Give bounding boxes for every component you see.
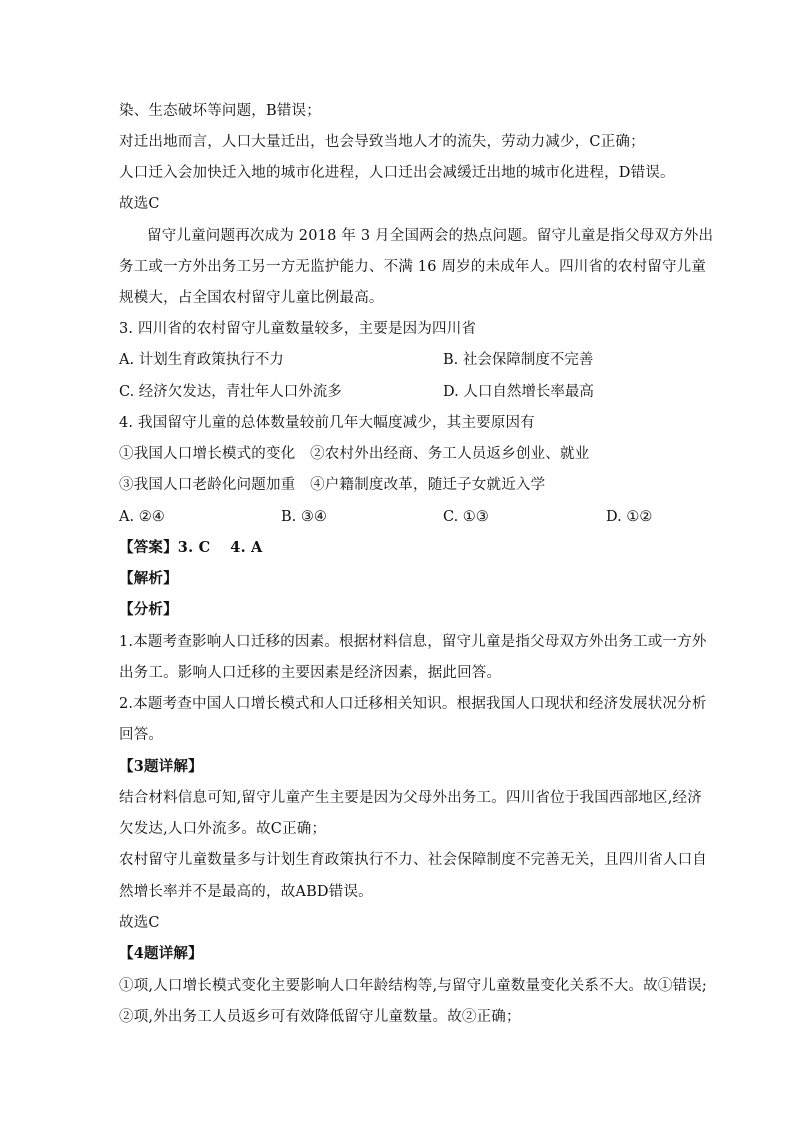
analysis-line: 1.本题考查影响人口迁移的因素。根据材料信息，留守儿童是指父母双方外出务工或一方外 xyxy=(119,634,707,650)
text-line: 故选C xyxy=(119,196,160,212)
q3-option-a: A. 计划生育政策执行不力 xyxy=(119,352,284,368)
text-line: 人口迁入会加快迁入地的城市化进程，人口迁出会减缓迁出地的城市化进程，D错误。 xyxy=(119,165,675,181)
analysis-heading: 【解析】 xyxy=(119,570,178,587)
q4-option-c: C. ①③ xyxy=(443,509,489,525)
q3-option-b: B. 社会保障制度不完善 xyxy=(443,352,594,368)
detail-line: ①项,人口增长模式变化主要影响人口年龄结构等,与留守儿童数量变化关系不大。故①错误; xyxy=(119,978,707,994)
q4-statements: ③我国人口老龄化问题加重 ④户籍制度改革，随迁子女就近入学 xyxy=(119,477,546,493)
q4-detail-heading: 【4题详解】 xyxy=(119,945,203,962)
question-3: 3. 四川省的农村留守儿童数量较多，主要是因为四川省 xyxy=(119,321,477,337)
q4-option-d: D. ①② xyxy=(606,509,653,525)
analysis-line: 出务工。影响人口迁移的主要因素是经济因素，据此回答。 xyxy=(119,665,502,681)
detail-line: 结合材料信息可知,留守儿童产生主要是因为父母外出务工。四川省位于我国西部地区,经济 xyxy=(119,790,702,806)
q4-option-b: B. ③④ xyxy=(281,509,327,525)
detail-line: ②项,外出务工人员返乡可有效降低留守儿童数量。故②正确； xyxy=(119,1009,521,1025)
passage-line: 留守儿童问题再次成为 2018 年 3 月全国两会的热点问题。留守儿童是指父母双方外出 xyxy=(147,228,714,244)
passage-line: 务工或一方外出务工另一方无监护能力、不满 16 周岁的未成年人。四川省的农村留守儿童 xyxy=(119,259,707,275)
detail-line: 然增长率并不是最高的，故ABD错误。 xyxy=(119,884,373,900)
detail-line: 农村留守儿童数量多与计划生育政策执行不力、社会保障制度不完善无关，且四川省人口自 xyxy=(119,852,707,868)
question-4: 4. 我国留守儿童的总体数量较前几年大幅度减少，其主要原因有 xyxy=(119,415,535,431)
text-line: 染、生态破坏等问题，B错误； xyxy=(119,103,321,119)
analysis-subheading: 【分析】 xyxy=(119,601,178,618)
analysis-line: 2.本题考查中国人口增长模式和人口迁移相关知识。根据我国人口现状和经济发展状况分析 xyxy=(119,696,707,712)
answer-line: 【答案】3. C 4. A xyxy=(119,539,263,556)
q3-detail-heading: 【3题详解】 xyxy=(119,758,203,775)
q4-option-a: A. ②④ xyxy=(119,509,165,525)
q3-option-d: D. 人口自然增长率最高 xyxy=(443,384,594,400)
detail-line: 故选C xyxy=(119,915,160,931)
detail-line: 欠发达,人口外流多。故C正确； xyxy=(119,821,327,837)
passage-line: 规模大，占全国农村留守儿童比例最高。 xyxy=(119,290,384,306)
q3-option-c: C. 经济欠发达，青壮年人口外流多 xyxy=(119,384,342,400)
text-line: 对迁出地而言，人口大量迁出，也会导致当地人才的流失，劳动力减少，C正确； xyxy=(119,134,645,150)
q4-statements: ①我国人口增长模式的变化 ②农村外出经商、务工人员返乡创业、就业 xyxy=(119,446,590,462)
analysis-line: 回答。 xyxy=(119,727,164,743)
